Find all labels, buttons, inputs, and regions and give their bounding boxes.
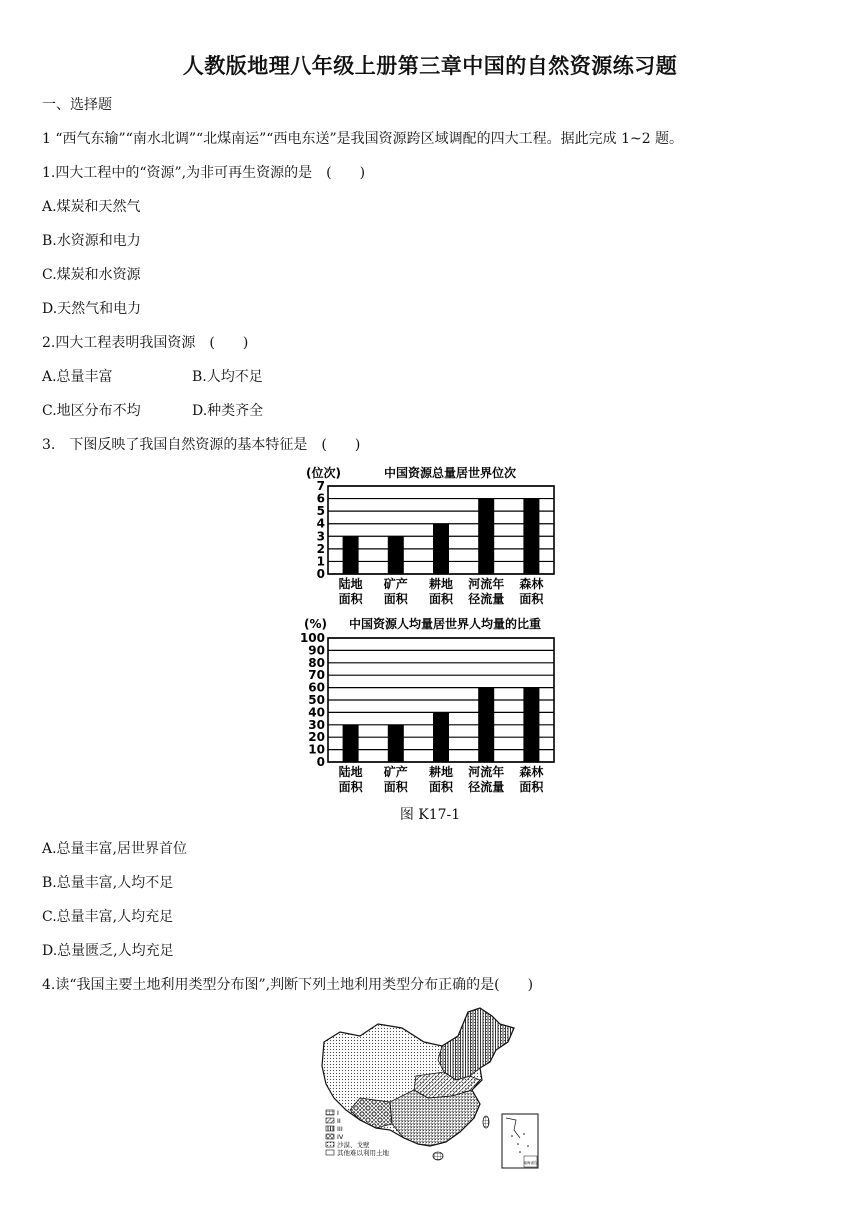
figure-caption: 图 K17-1	[399, 807, 461, 823]
y-tick-label: 3	[316, 529, 325, 544]
x-tick-label: 森林	[519, 577, 544, 591]
x-tick-label: 面积	[383, 592, 408, 606]
chart-per-capita-ratio	[300, 614, 570, 804]
page-title: 人教版地理八年级上册第三章中国的自然资源练习题	[182, 54, 678, 78]
x-tick-label: 森林	[519, 765, 544, 779]
x-tick-label: 面积	[428, 592, 454, 606]
inset-label: 南海诸岛	[523, 1161, 538, 1165]
chart-total-rank-svg	[300, 462, 570, 612]
q3-option-b: B.总量丰富,人均不足	[42, 875, 174, 891]
x-tick-label: 矿产	[383, 577, 408, 591]
bar	[433, 524, 449, 574]
y-tick-label: 30	[308, 717, 325, 732]
legend-label-2: II	[337, 1117, 341, 1125]
map-region-north	[438, 1008, 514, 1080]
q2-option-c: C.地区分布不均	[42, 403, 141, 419]
bar	[343, 725, 359, 762]
y-tick-label: 90	[308, 643, 325, 658]
bar	[478, 499, 494, 574]
q2-option-d: D.种类齐全	[192, 403, 264, 419]
q3-stem: 3. 下图反映了我国自然资源的基本特征是 ( )	[42, 437, 361, 453]
x-tick-label: 陆地	[338, 765, 363, 779]
x-tick-label: 面积	[338, 592, 363, 606]
bar	[433, 712, 449, 762]
x-tick-label: 径流量	[468, 780, 505, 794]
x-tick-label: 耕地	[428, 765, 454, 779]
y-tick-label: 0	[316, 567, 325, 581]
q1-option-a: A.煤炭和天然气	[42, 199, 141, 215]
y-tick-label: 70	[308, 668, 325, 683]
y-tick-label: 20	[308, 730, 325, 745]
section-heading: 一、选择题	[42, 97, 112, 113]
q1-stem: 1.四大工程中的“资源”,为非可再生资源的是 ( )	[42, 165, 366, 181]
land-use-map	[320, 1006, 544, 1172]
q2-stem: 2.四大工程表明我国资源 ( )	[42, 335, 249, 351]
x-tick-label: 面积	[519, 780, 544, 794]
q3-option-d: D.总量匮乏,人均充足	[42, 943, 174, 959]
x-tick-label: 面积	[519, 592, 544, 606]
x-tick-label: 河流年	[468, 577, 505, 591]
intro-text: 1 “西气东输”“南水北调”“北煤南运”“西电东送”是我国资源跨区域调配的四大工程。据此完成 1~2 题。	[42, 131, 684, 147]
chart-title: 中国资源人均量居世界人均量的比重	[348, 617, 542, 631]
x-tick-label: 河流年	[468, 765, 505, 779]
bar	[523, 499, 539, 574]
bar	[388, 536, 404, 574]
map-region-south	[390, 1090, 480, 1146]
bar	[343, 536, 359, 574]
q1-option-d: D.天然气和电力	[42, 301, 142, 317]
x-tick-label: 陆地	[338, 577, 363, 591]
map-taiwan	[483, 1116, 489, 1128]
y-tick-label: 10	[308, 742, 325, 757]
x-tick-label: 面积	[428, 780, 454, 794]
q3-option-a: A.总量丰富,居世界首位	[42, 841, 188, 857]
legend-label-4: IV	[337, 1133, 344, 1141]
map-hainan	[433, 1152, 443, 1160]
y-tick-label: 40	[308, 705, 325, 720]
q1-option-b: B.水资源和电力	[42, 233, 141, 249]
q4-stem: 4.读“我国主要土地利用类型分布图”,判断下列土地利用类型分布正确的是( )	[42, 977, 534, 993]
chart-title: 中国资源总量居世界位次	[383, 466, 517, 480]
x-tick-label: 径流量	[468, 592, 505, 606]
q2-option-b: B.人均不足	[192, 369, 263, 385]
legend-label-6: 其他难以利用土地	[337, 1149, 389, 1157]
y-tick-label: 80	[308, 655, 325, 670]
y-tick-label: 4	[316, 516, 325, 531]
y-tick-label: 60	[308, 680, 325, 695]
chart-total-rank	[300, 462, 570, 616]
x-tick-label: 面积	[338, 780, 363, 794]
y-tick-label: 2	[316, 541, 325, 556]
y-tick-label: 100	[300, 631, 325, 645]
x-tick-label: 面积	[383, 780, 408, 794]
legend-label-1: I	[337, 1109, 339, 1117]
y-tick-label: 5	[316, 504, 325, 519]
q3-option-c: C.总量丰富,人均充足	[42, 909, 174, 925]
map-region-southwest	[350, 1098, 392, 1128]
y-tick-label: 50	[308, 693, 325, 707]
legend-label-5: 沙漠、戈壁	[337, 1141, 370, 1149]
q2-option-a: A.总量丰富	[42, 369, 113, 385]
y-tick-label: 6	[316, 491, 325, 506]
y-tick-label: 7	[316, 479, 325, 493]
chart-per-capita-ratio-svg	[300, 614, 570, 800]
bar	[388, 725, 404, 762]
chart-ylabel: (%)	[304, 617, 327, 631]
china-map-svg	[320, 1006, 544, 1172]
y-tick-label: 0	[316, 755, 325, 769]
chart-ylabel: (位次)	[306, 466, 341, 480]
x-tick-label: 耕地	[428, 577, 454, 591]
bar	[523, 688, 539, 762]
y-tick-label: 1	[316, 554, 325, 569]
legend-label-3: III	[337, 1125, 343, 1133]
bar	[478, 688, 494, 762]
x-tick-label: 矿产	[383, 765, 408, 779]
q1-option-c: C.煤炭和水资源	[42, 267, 141, 283]
